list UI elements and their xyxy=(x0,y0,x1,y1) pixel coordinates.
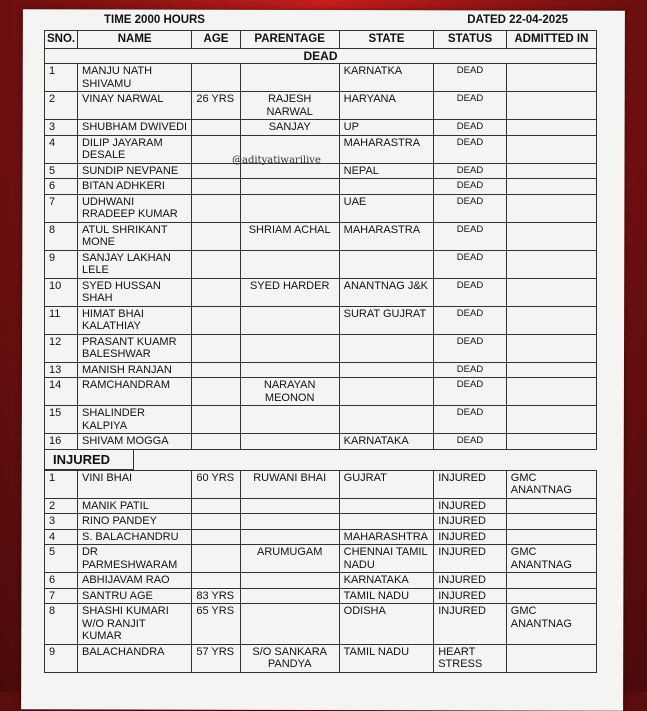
cell-age xyxy=(192,306,240,334)
cell-parentage xyxy=(240,306,339,334)
cell-name: UDHWANI RRADEEP KUMAR xyxy=(77,194,191,222)
cell-age: 83 YRS xyxy=(192,588,240,604)
col-age: AGE xyxy=(192,31,240,49)
cell-state: TAMIL NADU xyxy=(339,644,434,672)
cell-sno: 7 xyxy=(45,588,78,604)
cell-status: INJURED xyxy=(434,545,507,573)
cell-sno: 4 xyxy=(45,135,78,163)
cell-state: KARNATAKA xyxy=(339,573,434,589)
injured-table xyxy=(44,470,597,673)
cell-status: DEAD xyxy=(434,163,507,179)
cell-age xyxy=(192,222,240,250)
cell-sno: 5 xyxy=(45,163,78,179)
cell-state: NEPAL xyxy=(339,163,434,179)
cell-state xyxy=(339,498,434,514)
cell-age xyxy=(192,179,240,195)
cell-sno: 7 xyxy=(45,194,78,222)
cell-admitted xyxy=(506,498,596,514)
cell-age xyxy=(192,378,240,406)
injured-heading-row xyxy=(44,450,597,470)
cell-admitted xyxy=(506,644,596,672)
cell-age xyxy=(192,64,240,92)
cell-status: INJURED xyxy=(434,529,507,545)
cell-status: DEAD xyxy=(434,306,507,334)
cell-admitted xyxy=(506,573,596,589)
cell-name: S. BALACHANDRU xyxy=(77,529,191,545)
cell-status: INJURED xyxy=(434,514,507,530)
cell-parentage: RUWANI BHAI xyxy=(240,470,339,498)
cell-state xyxy=(339,378,434,406)
cell-name: DR PARMESHWARAM xyxy=(77,545,191,573)
cell-sno: 12 xyxy=(45,334,78,362)
dated-label: DATED 22-04-2025 xyxy=(467,14,568,26)
cell-name: SANJAY LAKHAN LELE xyxy=(77,250,191,278)
cell-name: SUNDIP NEVPANE xyxy=(77,163,191,179)
cell-parentage xyxy=(240,604,339,645)
cell-parentage xyxy=(240,406,339,434)
table-row xyxy=(45,604,597,645)
table-row xyxy=(45,179,597,195)
cell-sno: 3 xyxy=(45,514,78,530)
cell-name: MANIK PATIL xyxy=(77,498,191,514)
cell-name: SANTRU AGE xyxy=(77,588,191,604)
cell-admitted xyxy=(506,588,596,604)
cell-name: BITAN ADHKERI xyxy=(77,179,191,195)
cell-admitted xyxy=(506,135,596,163)
cell-age xyxy=(192,573,240,589)
cell-sno: 8 xyxy=(45,604,78,645)
cell-state: TAMIL NADU xyxy=(339,588,434,604)
cell-state: MAHARASHTRA xyxy=(339,529,434,545)
col-parentage: PARENTAGE xyxy=(240,31,339,49)
cell-admitted: GMC ANANTNAG xyxy=(506,604,596,645)
cell-admitted xyxy=(506,222,596,250)
cell-sno: 6 xyxy=(45,573,78,589)
cell-parentage: ARUMUGAM xyxy=(240,545,339,573)
cell-parentage: SYED HARDER xyxy=(240,278,339,306)
col-admitted: ADMITTED IN xyxy=(506,31,596,49)
cell-parentage: SHRIAM ACHAL xyxy=(240,222,339,250)
cell-name: ATUL SHRIKANT MONE xyxy=(77,222,191,250)
cell-admitted xyxy=(506,120,596,136)
cell-status: INJURED xyxy=(434,470,507,498)
table-row xyxy=(45,278,597,306)
cell-status: DEAD xyxy=(434,92,507,120)
cell-sno: 9 xyxy=(45,250,78,278)
cell-sno: 2 xyxy=(45,498,78,514)
cell-age: 26 YRS xyxy=(192,92,240,120)
table-row xyxy=(45,120,597,136)
col-status: STATUS xyxy=(434,31,507,49)
dead-table xyxy=(44,30,597,450)
cell-admitted xyxy=(506,278,596,306)
table-row xyxy=(45,434,597,450)
cell-admitted xyxy=(506,334,596,362)
cell-status: INJURED xyxy=(434,588,507,604)
cell-state xyxy=(339,362,434,378)
table-row xyxy=(45,250,597,278)
injured-rows xyxy=(45,470,597,672)
cell-admitted xyxy=(506,406,596,434)
cell-admitted xyxy=(506,163,596,179)
col-name: NAME xyxy=(77,31,191,49)
cell-name: ABHIJAVAM RAO xyxy=(77,573,191,589)
cell-parentage: NARAYAN MEONON xyxy=(240,378,339,406)
cell-name: BALACHANDRA xyxy=(77,644,191,672)
table-row xyxy=(45,334,597,362)
cell-status: DEAD xyxy=(434,64,507,92)
table-row xyxy=(45,362,597,378)
cell-name: SHALINDER KALPIYA xyxy=(77,406,191,434)
cell-sno: 2 xyxy=(45,92,78,120)
cell-sno: 11 xyxy=(45,306,78,334)
casualty-list xyxy=(44,14,604,673)
cell-name: VINI BHAI xyxy=(77,470,191,498)
cell-name: DILIP JAYARAM DESALE xyxy=(77,135,191,163)
cell-state: MAHARASTRA xyxy=(339,135,434,163)
cell-age xyxy=(192,406,240,434)
cell-state xyxy=(339,250,434,278)
cell-sno: 15 xyxy=(45,406,78,434)
table-row xyxy=(45,545,597,573)
cell-parentage xyxy=(240,498,339,514)
cell-admitted xyxy=(506,362,596,378)
cell-sno: 16 xyxy=(45,434,78,450)
cell-parentage xyxy=(240,362,339,378)
dead-rows xyxy=(45,64,597,450)
cell-status: DEAD xyxy=(434,179,507,195)
cell-name: SYED HUSSAN SHAH xyxy=(77,278,191,306)
cell-state: CHENNAI TAMIL NADU xyxy=(339,545,434,573)
table-row xyxy=(45,222,597,250)
cell-status: INJURED xyxy=(434,604,507,645)
cell-sno: 8 xyxy=(45,222,78,250)
cell-state: UP xyxy=(339,120,434,136)
cell-status: INJURED xyxy=(434,573,507,589)
cell-parentage: S/O SANKARA PANDYA xyxy=(240,644,339,672)
cell-admitted xyxy=(506,529,596,545)
cell-state: ODISHA xyxy=(339,604,434,645)
cell-admitted xyxy=(506,378,596,406)
cell-parentage xyxy=(240,194,339,222)
table-row xyxy=(45,406,597,434)
cell-admitted xyxy=(506,92,596,120)
cell-admitted xyxy=(506,434,596,450)
table-row xyxy=(45,92,597,120)
cell-status: DEAD xyxy=(434,250,507,278)
injured-section-title: INJURED xyxy=(45,450,134,470)
cell-status: DEAD xyxy=(434,194,507,222)
cell-status: INJURED xyxy=(434,498,507,514)
cell-parentage xyxy=(240,64,339,92)
cell-name: MANJU NATH SHIVAMU xyxy=(77,64,191,92)
cell-parentage xyxy=(240,573,339,589)
table-row xyxy=(45,64,597,92)
cell-parentage xyxy=(240,529,339,545)
cell-sno: 3 xyxy=(45,120,78,136)
cell-name: PRASANT KUAMR BALESHWAR xyxy=(77,334,191,362)
cell-parentage xyxy=(240,250,339,278)
table-row xyxy=(45,588,597,604)
cell-age xyxy=(192,194,240,222)
cell-status: DEAD xyxy=(434,120,507,136)
table-row xyxy=(45,573,597,589)
cell-admitted: GMC ANANTNAG xyxy=(506,470,596,498)
table-row xyxy=(45,514,597,530)
cell-status: DEAD xyxy=(434,406,507,434)
cell-age xyxy=(192,545,240,573)
cell-state: KARNATKA xyxy=(339,64,434,92)
cell-age xyxy=(192,334,240,362)
cell-state: MAHARASTRA xyxy=(339,222,434,250)
cell-age xyxy=(192,498,240,514)
dead-section-title: DEAD xyxy=(45,48,597,64)
cell-status: HEART STRESS xyxy=(434,644,507,672)
table-row xyxy=(45,194,597,222)
column-header-row xyxy=(45,31,597,49)
cell-name: SHASHI KUMARI W/O RANJIT KUMAR xyxy=(77,604,191,645)
cell-parentage xyxy=(240,434,339,450)
cell-age: 60 YRS xyxy=(192,470,240,498)
cell-age xyxy=(192,514,240,530)
watermark: @adityatiwarilive xyxy=(232,155,321,166)
table-row xyxy=(45,529,597,545)
cell-status: DEAD xyxy=(434,278,507,306)
cell-state xyxy=(339,406,434,434)
cell-age: 65 YRS xyxy=(192,604,240,645)
cell-sno: 5 xyxy=(45,545,78,573)
document-header xyxy=(44,14,604,30)
cell-sno: 13 xyxy=(45,362,78,378)
cell-sno: 10 xyxy=(45,278,78,306)
cell-state: HARYANA xyxy=(339,92,434,120)
cell-parentage xyxy=(240,514,339,530)
cell-state: GUJRAT xyxy=(339,470,434,498)
cell-state: SURAT GUJRAT xyxy=(339,306,434,334)
cell-age xyxy=(192,120,240,136)
cell-sno: 1 xyxy=(45,64,78,92)
cell-state xyxy=(339,514,434,530)
cell-parentage: SANJAY xyxy=(240,120,339,136)
cell-status: DEAD xyxy=(434,378,507,406)
cell-sno: 4 xyxy=(45,529,78,545)
cell-age: 57 YRS xyxy=(192,644,240,672)
cell-parentage xyxy=(240,588,339,604)
cell-age xyxy=(192,362,240,378)
table-row xyxy=(45,378,597,406)
table-row xyxy=(45,306,597,334)
cell-sno: 1 xyxy=(45,470,78,498)
cell-name: VINAY NARWAL xyxy=(77,92,191,120)
cell-state: KARNATAKA xyxy=(339,434,434,450)
cell-status: DEAD xyxy=(434,362,507,378)
cell-age xyxy=(192,529,240,545)
cell-status: DEAD xyxy=(434,222,507,250)
cell-admitted xyxy=(506,194,596,222)
cell-state xyxy=(339,334,434,362)
cell-age xyxy=(192,278,240,306)
cell-name: SHUBHAM DWIVEDI xyxy=(77,120,191,136)
cell-name: HIMAT BHAI KALATHIAY xyxy=(77,306,191,334)
cell-name: RAMCHANDRAM xyxy=(77,378,191,406)
table-row xyxy=(45,470,597,498)
table-row xyxy=(45,498,597,514)
cell-state: ANANTNAG J&K xyxy=(339,278,434,306)
col-sno: SNO. xyxy=(45,31,78,49)
cell-state xyxy=(339,179,434,195)
cell-admitted xyxy=(506,250,596,278)
cell-sno: 6 xyxy=(45,179,78,195)
cell-parentage xyxy=(240,179,339,195)
cell-status: DEAD xyxy=(434,334,507,362)
cell-admitted xyxy=(506,64,596,92)
cell-state: UAE xyxy=(339,194,434,222)
cell-parentage xyxy=(240,334,339,362)
cell-status: DEAD xyxy=(434,135,507,163)
table-row xyxy=(45,644,597,672)
cell-age xyxy=(192,250,240,278)
cell-name: RINO PANDEY xyxy=(77,514,191,530)
cell-admitted xyxy=(506,306,596,334)
cell-name: SHIVAM MOGGA xyxy=(77,434,191,450)
cell-status: DEAD xyxy=(434,434,507,450)
cell-sno: 14 xyxy=(45,378,78,406)
col-state: STATE xyxy=(339,31,434,49)
cell-sno: 9 xyxy=(45,644,78,672)
cell-age xyxy=(192,434,240,450)
cell-name: MANISH RANJAN xyxy=(77,362,191,378)
cell-admitted: GMC ANANTNAG xyxy=(506,545,596,573)
cell-admitted xyxy=(506,514,596,530)
cell-admitted xyxy=(506,179,596,195)
time-label: TIME 2000 HOURS xyxy=(104,14,205,26)
cell-parentage: RAJESH NARWAL xyxy=(240,92,339,120)
